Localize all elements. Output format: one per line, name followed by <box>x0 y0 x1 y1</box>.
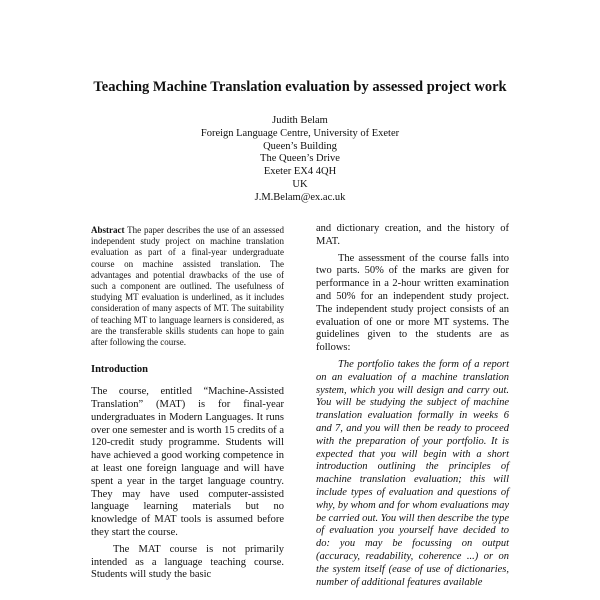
author-address-street: The Queen’s Drive <box>260 153 340 165</box>
author-address-city: Exeter EX4 4QH <box>263 166 337 178</box>
author-affiliation: Foreign Language Centre, University of Exeter <box>200 127 400 139</box>
guidelines-quote: The portfolio takes the form of a report on an evaluation of a machine translation system, which you will design and carry out. You will be studying the subject of machine translation evaluation formally in weeks 6 and 7, and you will then be ready to proceed with the preparation of your portfolio. It is expected that you will begin with a short introduction outlining the principles of machine translation evaluation; this will include types of evaluation and questions of why, by whom and for whom evaluations may be carried out. You will then describe the type of evaluation you yourself have decided to do: you may be focussing on output (accuracy, readability, coherence ...) or on the system itself (ease of use of dictionaries, number of additional features available <box>316 358 509 588</box>
assessment-paragraph: The assessment of the course falls into two parts. 50% of the marks are given for performance in a 2-hour written examination and 50% for an independent study project. The independent study project consists of an evaluation of one or more MT systems. The guidelines given to the students are as follows: <box>316 252 509 354</box>
introduction-heading: Introduction <box>91 364 148 376</box>
author-email: J.M.Belam@ex.ac.uk <box>254 191 346 203</box>
left-column <box>91 225 284 586</box>
author-block <box>0 115 600 205</box>
paper-title: Teaching Machine Translation evaluation by assessed project work <box>93 79 507 95</box>
introduction-paragraph-1: The course, entitled “Machine-Assisted Translation” (MAT) is for final-year undergraduates in Modern Languages. It runs over one semester and is worth 15 credits of a 120-credit study programme. Students will have achieved a good working competence in at least one foreign language and will have spent a year in the target language country. They may have used computer-assisted language learning materials but no knowledge of MAT tools is assumed before they start the course. <box>91 386 284 538</box>
abstract <box>91 225 284 348</box>
introduction-paragraph-2: The MAT course is not primarily intended as a language teaching course. Students will study the basic <box>91 543 284 581</box>
author-address-building: Queen’s Building <box>263 140 337 152</box>
author-address-country: UK <box>292 178 308 190</box>
abstract-label: Abstract <box>91 225 125 235</box>
right-column <box>316 223 509 593</box>
right-paragraph-continued: and dictionary creation, and the history of MAT. <box>316 223 509 247</box>
abstract-text: The paper describes the use of an assessed independent study project on machine translation evaluation as part of a final-year undergraduate course on machine assisted translation. The advantages and potential drawbacks of the use of such a component are outlined. The usefulness of studying MT evaluation is underlined, as it includes consideration of many aspects of MT. The suitability of teaching MT to language learners is considered, as are the transferable skills students can hope to gain after following the course. <box>91 225 284 348</box>
author-name: Judith Belam <box>272 115 328 126</box>
